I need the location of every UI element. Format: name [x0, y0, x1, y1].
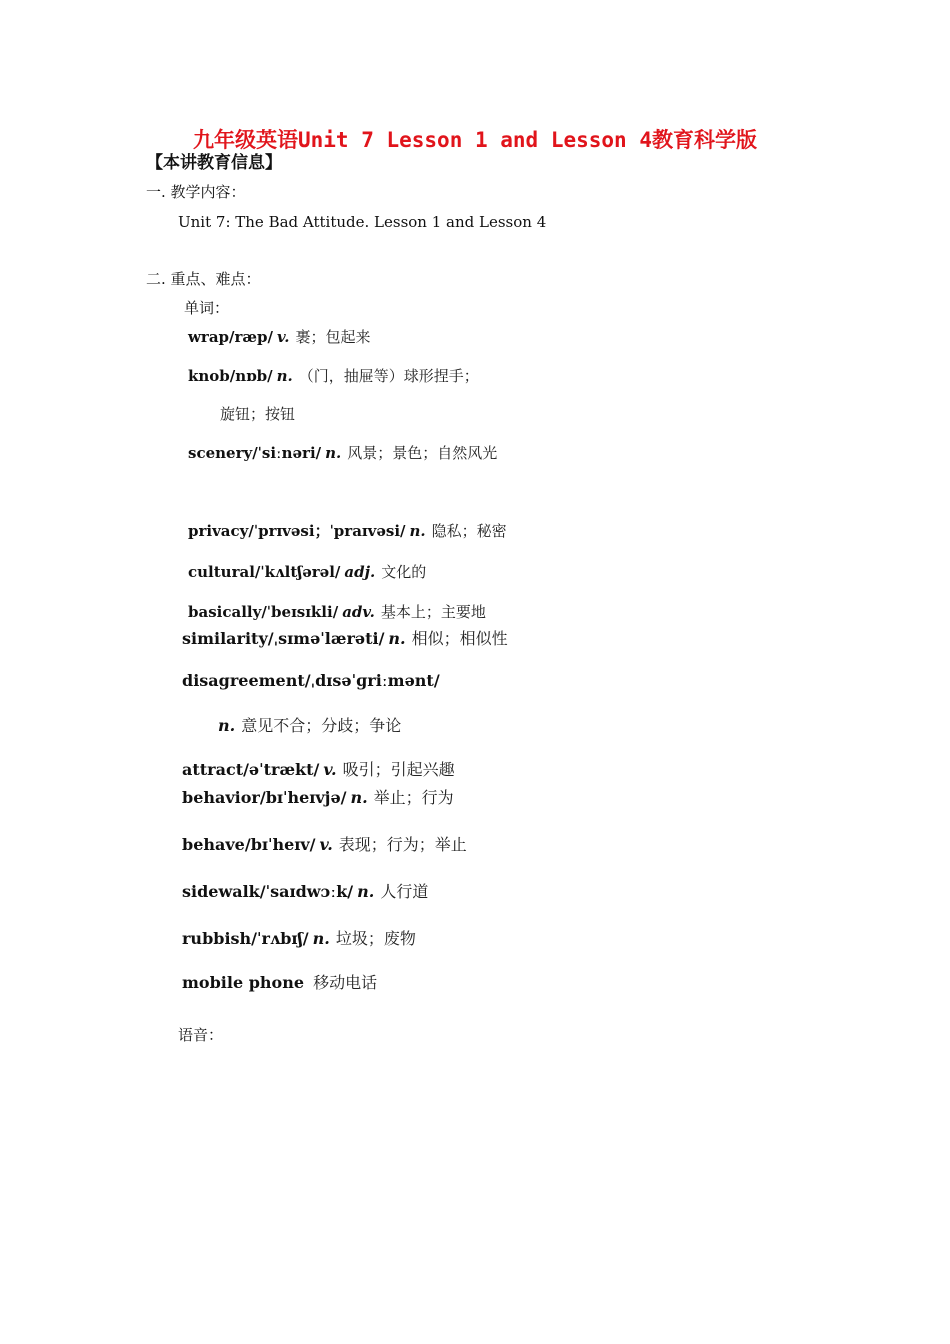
- vocab-word: basically: [188, 603, 262, 621]
- vocab-meaning: 举止；行为: [373, 788, 454, 807]
- words-label: 单词：: [184, 299, 230, 317]
- vocab-meaning: （门，抽屉等）球形捏手；: [298, 367, 479, 385]
- vocab-ipa: /bɪˈheɪv/: [244, 835, 316, 854]
- info-header: 【本讲教育信息】: [146, 153, 282, 173]
- vocab-pos: v.: [323, 760, 337, 779]
- document-title: 九年级英语Unit 7 Lesson 1 and Lesson 4教育科学版: [192, 128, 757, 152]
- vocab-entry: [188, 561, 426, 582]
- vocab-continuation: [220, 403, 295, 424]
- vocab-ipa: /ræp/: [229, 328, 274, 346]
- vocab-entry: [188, 601, 486, 622]
- vocab-entry: [182, 926, 416, 949]
- vocab-pos: n.: [357, 882, 375, 901]
- vocab-word: knob: [188, 367, 230, 385]
- vocab-word: similarity: [182, 629, 268, 648]
- vocab-entry: [182, 970, 377, 993]
- vocab-pos: v.: [277, 328, 290, 346]
- vocab-ipa: /ˈprɪvəsi；ˈpraɪvəsi/: [248, 522, 406, 540]
- vocab-meaning: 垃圾；废物: [335, 929, 416, 948]
- vocab-continuation: [218, 713, 401, 736]
- vocab-pos: v.: [319, 835, 333, 854]
- vocab-entry: [182, 626, 508, 649]
- vocab-ipa: /ˈsiːnəri/: [252, 444, 322, 462]
- vocab-meaning: 基本上；主要地: [380, 603, 486, 621]
- vocab-meaning: 风景；景色；自然风光: [347, 444, 498, 462]
- vocab-pos: adj.: [344, 563, 376, 581]
- vocab-entry: [182, 757, 455, 780]
- vocab-word: wrap: [188, 328, 230, 346]
- vocab-ipa: /nɒb/: [229, 367, 273, 385]
- vocab-word: disagreement: [182, 671, 305, 690]
- vocab-word: privacy: [188, 522, 249, 540]
- vocab-ipa: /ˈbeɪsɪkli/: [261, 603, 339, 621]
- vocab-entry: [182, 879, 428, 902]
- vocab-meaning: 人行道: [380, 882, 429, 901]
- vocab-meaning: 文化的: [381, 563, 427, 581]
- vocab-ipa: /ˈkʌltʃərəl/: [254, 563, 341, 581]
- vocab-word: behavior: [182, 788, 260, 807]
- vocab-pos: n.: [388, 629, 406, 648]
- vocab-entry: [188, 326, 370, 347]
- vocab-ipa: /bɪˈheɪvjə/: [259, 788, 347, 807]
- vocab-ipa: /ˌdɪsəˈɡriːmənt/: [304, 671, 440, 690]
- section2-heading: 二. 重点、难点：: [146, 270, 261, 288]
- vocab-ipa: /ˈrʌbɪʃ/: [251, 929, 309, 948]
- section1-heading: 一. 教学内容：: [146, 183, 246, 201]
- vocab-word: rubbish: [182, 929, 252, 948]
- vocab-meaning: 移动电话: [313, 973, 378, 992]
- vocab-pos: n.: [325, 444, 342, 462]
- vocab-meaning: 裹；包起来: [295, 328, 371, 346]
- vocab-meaning: 意见不合；分歧；争论: [241, 716, 402, 735]
- vocab-meaning: 隐私；秘密: [431, 522, 507, 540]
- vocab-pos: n.: [312, 929, 330, 948]
- vocab-ipa: /ˈsaɪdwɔːk/: [259, 882, 354, 901]
- section1-text: Unit 7: The Bad Attitude. Lesson 1 and Lesson 4: [178, 213, 547, 231]
- vocab-word: mobile phone: [182, 973, 304, 992]
- vocab-meaning: 吸引；引起兴趣: [342, 760, 455, 779]
- vocab-pos: adv.: [342, 603, 375, 621]
- vocab-pos: n.: [409, 522, 426, 540]
- vocab-entry: [188, 520, 507, 541]
- vocab-entry: [188, 442, 497, 463]
- vocab-meaning: 旋钮；按钮: [220, 405, 296, 423]
- vocab-entry: [182, 785, 454, 808]
- vocab-ipa: /ˌsɪməˈlærəti/: [267, 629, 385, 648]
- vocab-entry: [188, 365, 479, 386]
- vocab-pos: n.: [276, 367, 293, 385]
- vocab-entry: [182, 832, 467, 855]
- vocab-word: attract: [182, 760, 244, 779]
- vocab-entry: [182, 671, 440, 690]
- vocab-ipa: /əˈtrækt/: [243, 760, 320, 779]
- vocab-pos: n.: [218, 716, 236, 735]
- vocab-word: scenery: [188, 444, 253, 462]
- phonetics-label: 语音：: [178, 1026, 224, 1044]
- vocab-word: behave: [182, 835, 245, 854]
- vocab-word: sidewalk: [182, 882, 260, 901]
- vocab-word: cultural: [188, 563, 255, 581]
- vocab-pos: n.: [350, 788, 368, 807]
- vocab-meaning: 相似；相似性: [411, 629, 508, 648]
- vocab-meaning: 表现；行为；举止: [338, 835, 467, 854]
